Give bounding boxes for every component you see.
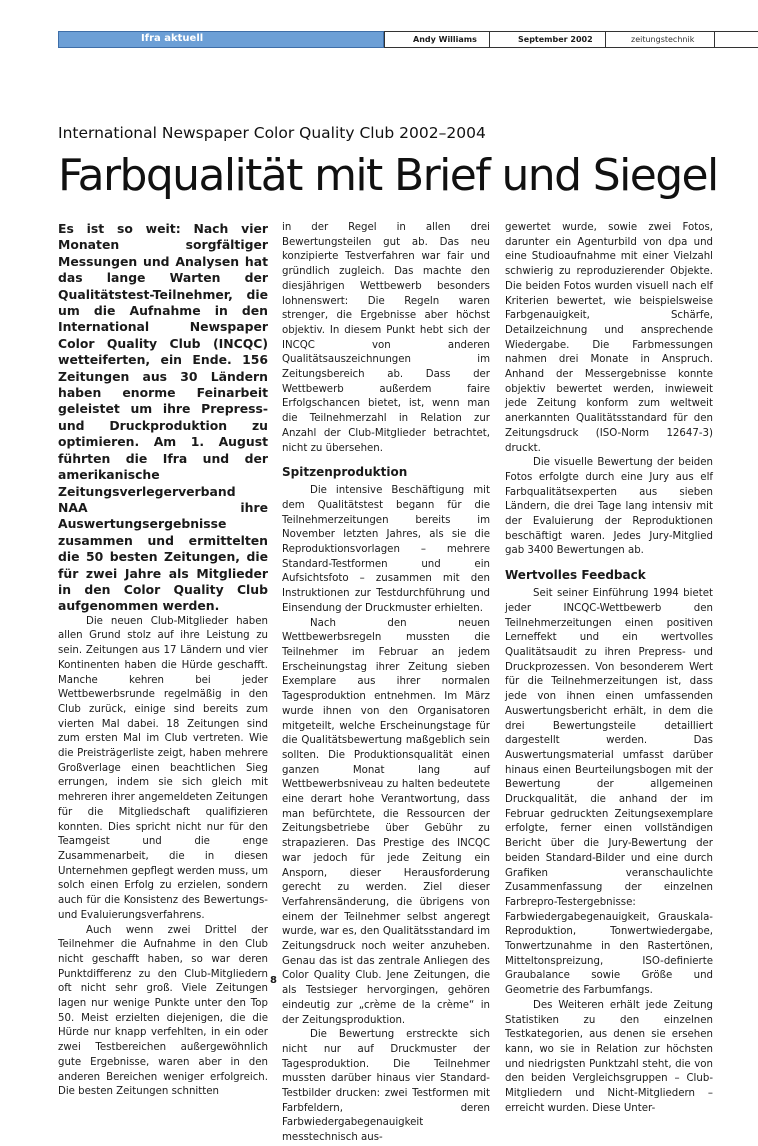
column-2	[282, 221, 490, 1146]
section-label: Ifra aktuell	[141, 33, 204, 44]
author-name: Andy Williams	[384, 31, 489, 48]
publication-name: zeitungstechnik	[605, 31, 714, 48]
paragraph: Die neuen Club-Mitglieder haben allen Grund stolz auf ihre Leistung zu sein. Zeitungen aus 17 Ländern und vier Kontinenten haben die Hürde geschafft. Manche kehren bei jeder Wettbewerbsrunde regelmäßig in den Club zurück, einige sind bereits zum vierten Mal dabei. 18 Zeitungen sind zum ersten Mal im Club vertreten. Wie die Preisträgerliste zeigt, haben mehrere Großverlage einen beachtlichen Sieg errungen, indem sie sich gleich mit mehreren ihrer angemeldeten Zeitungen für die Mitgliedschaft qualifizieren konnten. Dies spricht nicht nur für den Teamgeist und die enge Zusammenarbeit, die in diesen Unternehmen gepflegt werden muss, um solch einen Erfolg zu erzielen, sondern auch für die Konsistenz des Bewertungs- und Evaluierungsverfahrens.	[58, 615, 268, 921]
lead-paragraph: Es ist so weit: Nach vier Monaten sorgfältiger Messungen und Analysen hat das lange Warten der Qualitätstest-Teilnehmer, die um die Aufnahme in den International Newspaper Color Quality Club (INCQC) wetteiferten, ein Ende. 156 Zeitungen aus 30 Ländern haben enorme Feinarbeit geleistet um ihre Prepress- und Druckproduktion zu optimieren. Am 1. August führten die Ifra und der amerikanische Zeitungsverlegerverband NAA ihre Auswertungsergebnisse zusammen und ermittelten die 50 besten Zeitungen, die für zwei Jahre als Mitglieder in den Color Quality Club aufgenommen werden.	[58, 221, 268, 614]
paragraph: Nach den neuen Wettbewerbsregeln mussten die Teilnehmer im Februar an jedem Erscheinungstag ihrer Zeitung sieben Exemplare aus ihrer normalen Tagesproduktion entnehmen. Im März wurde ihnen von den Organisatoren mitgeteilt, welche Erscheinungstage für die Qualitätsbewertung maßgeblich sein sollten. Die Produktionsqualität einen ganzen Monat lang auf Wettbewerbsniveau zu halten bedeutete eine derart hohe Verantwortung, dass man befürchtete, die Ressourcen der Zeitungsbetriebe über Gebühr zu strapazieren. Das Prestige des INCQC war jedoch für jede Zeitung ein Ansporn, dieser Herausforderung gerecht zu werden. Ziel dieser Verfahrensänderung, die übrigens von einem der Teilnehmer selbst angeregt wurde, war es, den Qualitätsstandard im Zeitungsdruck noch weiter anzuheben. Genau das ist das zentrale Anliegen des Color Quality Club. Jene Zeitungen, die als Testsieger hervorgingen, gehören eindeutig zur „crème de la crème“ in der Zeitungsproduktion.	[282, 617, 490, 1026]
headline: Farbqualität mit Brief und Siegel	[58, 150, 718, 201]
subheading: Wertvolles Feedback	[505, 568, 646, 583]
paragraph: in der Regel in allen drei Bewertungsteilen gut ab. Das neu konzipierte Testverfahren war fair und gründlich zugleich. Das machte den diesjährigen Wettbewerb besonders lohnenswert: Die Regeln waren strenger, die Ergebnisse aber höchst objektiv. In diesem Punkt hebt sich der INCQC von anderen Qualitätsauszeichnungen im Zeitungsbereich ab. Dass der Wettbewerb außerdem faire Erfolgschancen bietet, ist, wenn man die Teilnehmerzahl in Relation zur Anzahl der Club-Mitglieder betrachtet, nicht zu übersehen.	[282, 222, 490, 454]
subheading: Spitzenproduktion	[282, 465, 408, 480]
paragraph: Auch wenn zwei Drittel der Teilnehmer die Aufnahme in den Club nicht geschafft haben, so war deren Punktdifferenz zu den Club-Mitgliedern oft nicht sehr groß. Viele Zeitungen lagen nur wenige Punkte unter den Top 50. Meist erzielten diejenigen, die die Hürde nur knapp verfehlten, in ein oder zwei Testbereichen außergewöhnlich gute Ergebnisse, waren aber in den anderen Bereichen weniger erfolgreich. Die besten Zeitungen schnitten	[58, 924, 268, 1098]
paragraph: Die visuelle Bewertung der beiden Fotos erfolgte durch eine Jury aus elf Farbqualitätsexperten aus sieben Ländern, die drei Tage lang intensiv mit der Evaluierung der Reproduktionen beschäftigt waren. Jedes Jury-Mitglied gab 3400 Bewertungen ab.	[505, 457, 713, 557]
issue-date: September 2002	[489, 31, 605, 48]
column-3	[505, 221, 713, 1116]
column-1	[58, 221, 268, 1100]
running-header	[58, 31, 758, 48]
kicker: International Newspaper Color Quality Club 2002–2004	[58, 124, 486, 142]
page-number: 8	[270, 975, 277, 986]
paragraph: Die Bewertung erstreckte sich nicht nur auf Druckmuster der Tagesproduktion. Die Teilnehmer mussten darüber hinaus vier Standard-Testbilder drucken: zwei Testformen mit Farbfeldern, deren Farbwiedergabegenauigkeit messtechnisch aus-	[282, 1029, 490, 1144]
paragraph: Des Weiteren erhält jede Zeitung Statistiken zu den einzelnen Testkategorien, aus denen sie ersehen kann, wo sie in Relation zur höchsten und niedrigsten Punktzahl steht, die von den beiden Vergleichsgruppen – Club-Mitgliedern und Nicht-Mitgliedern – erreicht wurden. Diese Unter-	[505, 999, 713, 1114]
paragraph: Seit seiner Einführung 1994 bietet jeder INCQC-Wettbewerb den Teilnehmerzeitungen einen positiven Lerneffekt und ein wertvolles Qualitätsaudit zu ihren Prepress- und Druckprozessen. Von besonderem Wert für die Teilnehmerzeitungen ist, dass jede von ihnen einen umfassenden Auswertungsbericht erhält, in dem die drei Bewertungsteile detailliert dargestellt werden. Das Auswertungsmaterial umfasst darüber hinaus einen Beurteilungsbogen mit der Bewertung der allgemeinen Druckqualität, die anhand der im Februar gedruckten Zeitungsexemplare erfolgte, ferner einen vollständigen Bericht über die Jury-Bewertung der beiden Standard-Bilder und eine durch Grafiken veranschaulichte Zusammenfassung der einzelnen Farbrepro-Testergebnisse: Farbwiedergabegenauigkeit, Grauskala-Reproduktion, Tonwertwiedergabe, Tonwertzunahme in den Rastertönen, Mitteltonspreizung, ISO-definierte Graubalance sowie Größe und Geometrie des Farbumfangs.	[505, 588, 713, 997]
paragraph: gewertet wurde, sowie zwei Fotos, darunter ein Agenturbild von dpa und eine Studioaufnahme mit einer Vielzahl schwierig zu reproduzierender Objekte. Die beiden Fotos wurden visuell nach elf Kriterien bewertet, wie beispielsweise Farbgenauigkeit, Schärfe, Detailzeichnung und ansprechende Wiedergabe. Die Farbmessungen nahmen drei Monate in Anspruch. Anhand der Messergebnisse konnte objektiv bewertet werden, inwieweit jede Zeitung konform zum weltweit anerkannten Qualitätsstandard für den Zeitungsdruck (ISO-Norm 12647-3) druckt.	[505, 222, 713, 454]
header-empty-cell	[714, 31, 758, 48]
paragraph: Die intensive Beschäftigung mit dem Qualitätstest begann für die Teilnehmerzeitungen bereits im November letzten Jahres, als sie die Reproduktionsvorlagen – mehrere Standard-Testformen und ein Aufsichtsfoto – zusammen mit den Instruktionen zur Testdurchführung und Einsendung der Druckmuster erhielten.	[282, 485, 490, 614]
section-tab	[58, 31, 384, 48]
